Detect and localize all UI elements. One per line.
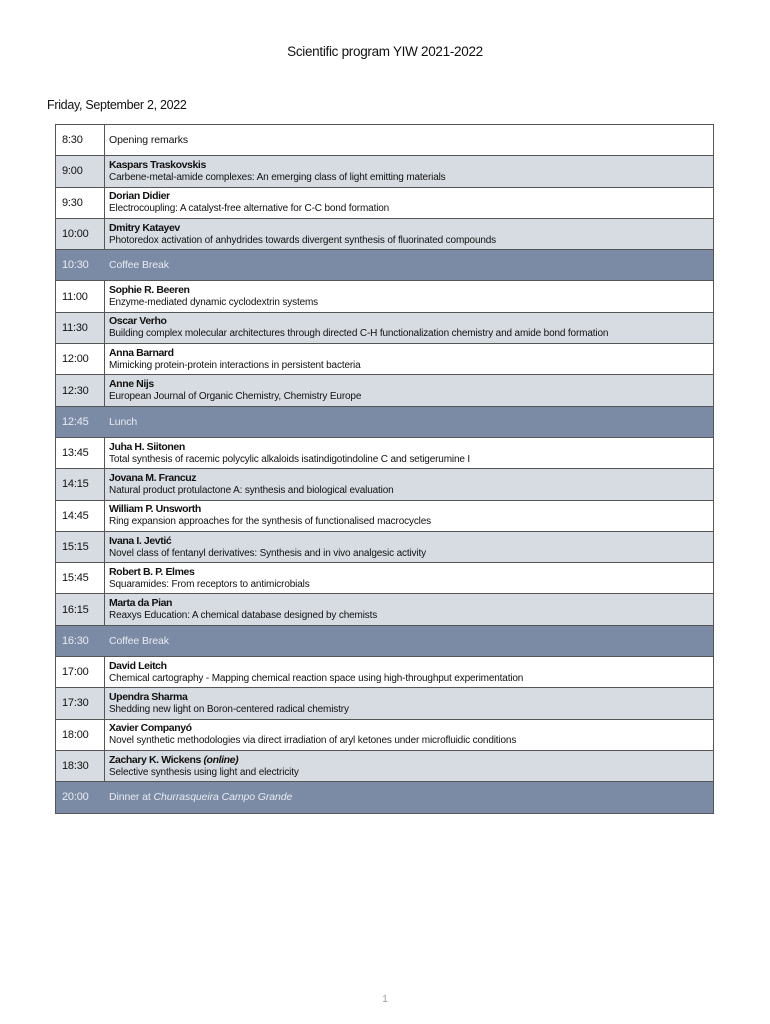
table-row [56, 313, 713, 344]
table-row [56, 250, 713, 281]
talk-title: Ring expansion approaches for the synthesis of functionalised macrocycles [109, 516, 432, 528]
speaker-name: Marta da Pian [109, 597, 173, 610]
speaker-name: David Leitch [109, 659, 167, 672]
table-row [56, 344, 713, 375]
day-heading: Friday, September 2, 2022 [47, 98, 187, 112]
talk-title: Building complex molecular architectures through directed C-H functionalization chemistry and amide bond formation [109, 328, 609, 340]
talk-title: Squaramides: From receptors to antimicrobials [109, 578, 310, 590]
time-cell: 12:45 [56, 407, 105, 437]
talk-title: Shedding new light on Boron-centered radical chemistry [109, 703, 349, 715]
talk-title: Novel class of fentanyl derivatives: Synthesis and in vivo analgesic activity [109, 547, 426, 559]
time-cell: 15:45 [56, 563, 105, 593]
table-row [56, 563, 713, 594]
online-note: (online) [203, 753, 239, 766]
page-number: 1 [382, 994, 388, 1005]
document-title: Scientific program YIW 2021-2022 [287, 44, 483, 59]
speaker-name: Robert B. P. Elmes [109, 565, 195, 578]
speaker-name: Ivana I. Jevtić [109, 534, 172, 547]
speaker-name: William P. Unsworth [109, 503, 201, 516]
time-cell: 15:15 [56, 532, 105, 562]
talk-title: European Journal of Organic Chemistry, Chemistry Europe [109, 391, 362, 403]
speaker-name: Upendra Sharma [109, 690, 188, 703]
time-cell: 9:00 [56, 156, 105, 186]
table-row [56, 720, 713, 751]
talk-title: Novel synthetic methodologies via direct irradiation of aryl ketones under microfluidic conditions [109, 735, 517, 747]
talk-title: Selective synthesis using light and electricity [109, 766, 299, 778]
time-cell: 18:30 [56, 751, 105, 781]
time-cell: 18:00 [56, 720, 105, 750]
table-row [56, 469, 713, 500]
dinner-label: Dinner at [109, 791, 151, 804]
speaker-name: Oscar Verho [109, 315, 167, 328]
talk-title: Reaxys Education: A chemical database designed by chemists [109, 610, 378, 622]
talk-title: Total synthesis of racemic polycylic alkaloids isatindigotindoline C and setigerumine I [109, 453, 471, 465]
speaker-name [109, 754, 713, 767]
table-row [56, 688, 713, 719]
table-row [56, 501, 713, 532]
table-row [56, 407, 713, 438]
speaker-name: Dorian Didier [109, 190, 170, 203]
time-cell: 20:00 [56, 782, 105, 812]
speaker-name: Anne Nijs [109, 378, 154, 391]
speaker-name: Jovana M. Francuz [109, 471, 197, 484]
time-cell: 17:00 [56, 657, 105, 687]
session-label: Lunch [109, 415, 138, 428]
speaker-name: Xavier Companyó [109, 722, 192, 735]
time-cell: 12:00 [56, 344, 105, 374]
time-cell: 14:45 [56, 501, 105, 531]
time-cell: 16:15 [56, 594, 105, 624]
table-row [56, 782, 713, 813]
table-row [56, 626, 713, 657]
time-cell: 10:00 [56, 219, 105, 249]
table-row [56, 594, 713, 625]
time-cell: 17:30 [56, 688, 105, 718]
speaker-name: Sophie R. Beeren [109, 284, 190, 297]
time-cell: 12:30 [56, 375, 105, 405]
talk-title: Electrocoupling: A catalyst-free alternative for C-C bond formation [109, 203, 390, 215]
talk-title: Mimicking protein-protein interactions in persistent bacteria [109, 359, 361, 371]
time-cell: 13:45 [56, 438, 105, 468]
time-cell: 11:30 [56, 313, 105, 343]
table-row [56, 751, 713, 782]
time-cell: 8:30 [56, 125, 105, 155]
time-cell: 10:30 [56, 250, 105, 280]
speaker-name: Dmitry Katayev [109, 221, 180, 234]
talk-title: Enzyme-mediated dynamic cyclodextrin systems [109, 297, 319, 309]
talk-title: Photoredox activation of anhydrides towards divergent synthesis of fluorinated compounds [109, 234, 497, 246]
dinner-venue: Churrasqueira Campo Grande [153, 791, 293, 804]
schedule-table [55, 124, 714, 814]
table-row [56, 219, 713, 250]
time-cell: 11:00 [56, 281, 105, 311]
speaker-name: Kaspars Traskovskis [109, 158, 206, 171]
session-label: Opening remarks [109, 134, 189, 147]
speaker-name: Juha H. Siitonen [109, 440, 185, 453]
time-cell: 9:30 [56, 188, 105, 218]
table-row [56, 438, 713, 469]
talk-title: Chemical cartography - Mapping chemical reaction space using high-throughput experimentation [109, 672, 524, 684]
time-cell: 16:30 [56, 626, 105, 656]
table-row [56, 188, 713, 219]
table-row [56, 125, 713, 156]
table-row [56, 657, 713, 688]
table-row [56, 375, 713, 406]
session-label: Coffee Break [109, 634, 169, 647]
session-label: Coffee Break [109, 259, 169, 272]
time-cell: 14:15 [56, 469, 105, 499]
talk-title: Natural product protulactone A: synthesis and biological evaluation [109, 484, 394, 496]
table-row [56, 532, 713, 563]
session-label [109, 791, 713, 803]
speaker-name-text: Zachary K. Wickens [109, 753, 201, 766]
table-row [56, 156, 713, 187]
table-row [56, 281, 713, 312]
talk-title: Carbene-metal-amide complexes: An emerging class of light emitting materials [109, 171, 446, 183]
speaker-name: Anna Barnard [109, 346, 174, 359]
